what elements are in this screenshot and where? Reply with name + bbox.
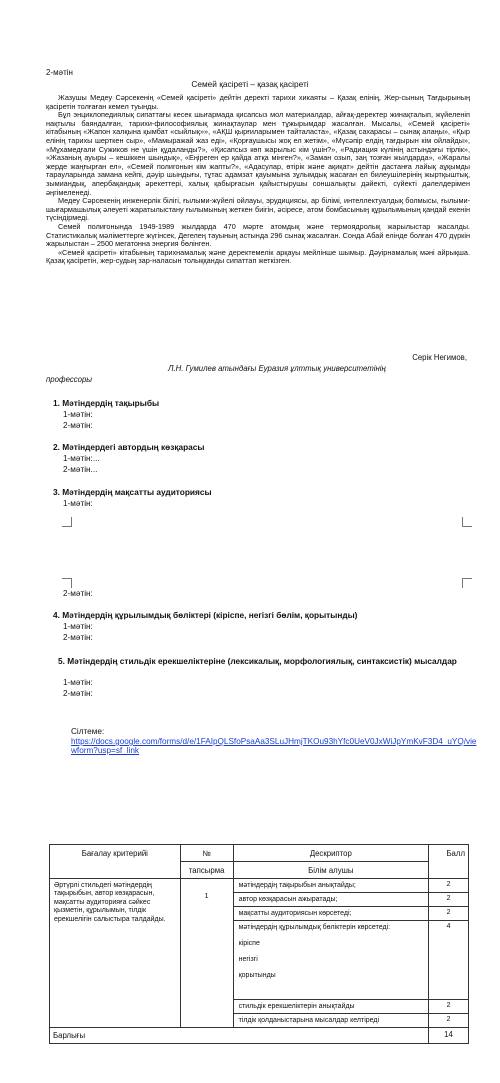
author-affiliation (46, 364, 470, 384)
question-4-line-1: 1-мәтін: (63, 622, 93, 631)
descriptor-row: тілдік қолданыстарына мысалдар келтіреді (233, 1014, 428, 1028)
score-cell: 2 (429, 1000, 469, 1014)
score-cell: 2 (429, 907, 469, 921)
descriptor-row: мәтіндердің тақырыбын анықтайды; (233, 879, 428, 893)
task-number: 1 (180, 879, 233, 1028)
paragraph: Жазушы Медеу Сәрсекенің «Семей қасіреті» дейтін деректі тарихи хикаяты – Қазақ елінің, Жер-сының Тағдырының қасіретін толғаған кемел туынды. (46, 93, 470, 111)
link-label: Сілтеме: (71, 727, 105, 736)
question-5-line-2: 2-мәтін: (63, 689, 93, 698)
part-main: негізгі (238, 956, 258, 963)
question-1-line-2: 2-мәтін: (63, 421, 93, 430)
part-conclusion: қорытынды (238, 972, 276, 979)
header-learner: Білім алушы (233, 862, 428, 879)
question-3-line-2: 2-мәтін: (63, 589, 93, 598)
paragraph: Семей полигонында 1949-1989 жылдарда 470 мәрте атомдық және термоядролық жарылыстар жасалды. Статистикалық мәліметтерге жүгінсек, Дегелең тауының астында 296 сынақ жасалған. Сонда Абай елінде болған 470 дүркін жарылыстан – 2500 мегатонна энергия бөлінген. (46, 221, 470, 249)
paragraph: Медеу Сәрсекенің инженерлік білігі, ғылыми-жүйелі ойлауы, эрудициясы, ар білімі, интеллектуалдық болмысы, ғылыми-шығармашылық әлеуеті жаратылыстану ғылымының жеткен биігін, әсіресе, атом бомбасының құрылымының қандай екенін түсіндірмеді. (46, 196, 470, 223)
header-descriptor: Дескриптор (233, 845, 428, 862)
header-criteria: Бағалау критерийі (50, 845, 181, 879)
article-title: Семей қасіреті – қазақ қасіреті (191, 79, 309, 89)
descriptor-row (233, 921, 428, 1000)
author-name: Серік Негимов, (412, 353, 467, 362)
paragraph: Бұл энциклопедиялық сипаттағы кесек шығармада қисапсыз мол материалдар, айғақ-деректер жинақталып, жүйеленіп нақтылы баяндалған, тарихи-философиялық жинақтаулар мен тұжырымдар жасалған. Мысалы, «Семей қасіреті» кітабының «Жапон халқына қымбат «сыйлық»», «АҚШ қырғиларымен тайталаста», «Қазақ сахарасы – сынақ алаңы», «Қыр елінің тарихы шерткен сыр», «Мамыражай жаз еді», «Қорғаушысы жоқ ел жетім», «Мүсәпір елдің тағдырын кім ойлайды», «Мұхамедғали Сужиков не үшін құдаланды?», «Қисапсыз көп жарылыс кім үшін?», «Радиация күлінің астындағы тірлік», «Жазаның ауыры – кешіккен шындық», «Еңіреген ер қайда атқа мінген?», «Заман озып, заң тозған жылдарда», «Жаралы жерде жаңғырған ел», «Семей полигонын кім жапты?», «Адасулар, өтірік және ақиқат» дейтін дастанға лайық аұқымды тарауларында замана кейпі, дәуір шындығы, тұтас адамзат қауымына зұлымдық жасаған ел билеушілерінің жыртқыштық, зымиандық, апербақандық әрекеттері, халық қабырғасын қайыстырушы соншалықты дәйекті, сүйекті дәлелдерімен әңгімеленеді. (46, 110, 470, 197)
google-form-link[interactable]: https://docs.google.com/forms/d/e/1FAIpQLSfoPsaAa3SLuJHmjTKOu93hYfc0UeV0JxWiJpYmKvF3D4_uYQ/viewform?usp=sf_link (71, 737, 477, 755)
descriptor-row: мақсатты аудиториясын көрсетеді; (233, 907, 428, 921)
text-label: 2-мәтін (46, 68, 73, 77)
question-4-line-2: 2-мәтін: (63, 633, 93, 642)
descriptor-row: стильдік ерекшеліктерін анықтайды (233, 1000, 428, 1014)
criterion-text: Әртүрлі стильдегі мәтіндердің тақырыбын, автор көзқарасын, мақсатты аудиторияға сәйкес қызметін, құрылымын, тілдік ерекшелігін салыстыра талдайды. (50, 879, 181, 1028)
paragraph: «Семей қасіреті» кітабының тарихнамалық және деректемелік арқауы мейлінше шымыр. Дәуірнамалық мәні айрықша. Қазақ қасіретін, жер-судың зар-наласын толыққанды сипаттап жеткізген. (46, 247, 470, 266)
score-cell: 4 (429, 921, 469, 1000)
descriptor-row: автор көзқарасын ажыратады; (233, 893, 428, 907)
question-2-line-2: 2-мәтін... (63, 465, 98, 474)
crop-mark (462, 517, 472, 527)
crop-mark (462, 578, 472, 588)
question-5-line-1: 1-мәтін: (63, 678, 93, 687)
question-2-line-1: 1-мәтін:... (63, 454, 100, 463)
total-score: 14 (429, 1028, 469, 1044)
header-num: № (180, 845, 233, 862)
crop-mark (62, 517, 72, 527)
score-cell: 2 (429, 893, 469, 907)
article-body (46, 94, 470, 266)
score-cell: 2 (429, 1014, 469, 1028)
question-4-title: 4. Мәтіндердің құрылымдық бөліктері (кіріспе, негізгі бөлім, қорытынды) (53, 610, 358, 620)
question-3-title: 3. Мәтіндердің мақсатты аудиториясы (53, 487, 212, 497)
question-1-line-1: 1-мәтін: (63, 410, 93, 419)
descriptor-structure: мәтіндердің құрылымдық бөліктерін көрсетеді: (238, 924, 391, 931)
header-score: Балл (429, 845, 469, 879)
question-1-title: 1. Мәтіндердің тақырыбы (53, 398, 160, 408)
question-2-title: 2. Мәтіндердегі автордың көзқарасы (53, 442, 205, 452)
author-org: Л.Н. Гумилев атындағы Еуразия ұлттық университетінің (168, 364, 386, 373)
total-label: Барлығы (50, 1028, 429, 1044)
header-task: тапсырма (180, 862, 233, 879)
question-5-title: 5. Мәтіндердің стильдік ерекшеліктеріне (лексикалық, морфологиялық, синтаксистік) мысалдар (58, 656, 457, 666)
question-3-line-1: 1-мәтін: (63, 499, 93, 508)
crop-mark (62, 578, 72, 588)
author-role: профессоры (46, 375, 93, 384)
part-intro: кіріспе (238, 940, 260, 947)
assessment-table (49, 844, 469, 1044)
score-cell: 2 (429, 879, 469, 893)
